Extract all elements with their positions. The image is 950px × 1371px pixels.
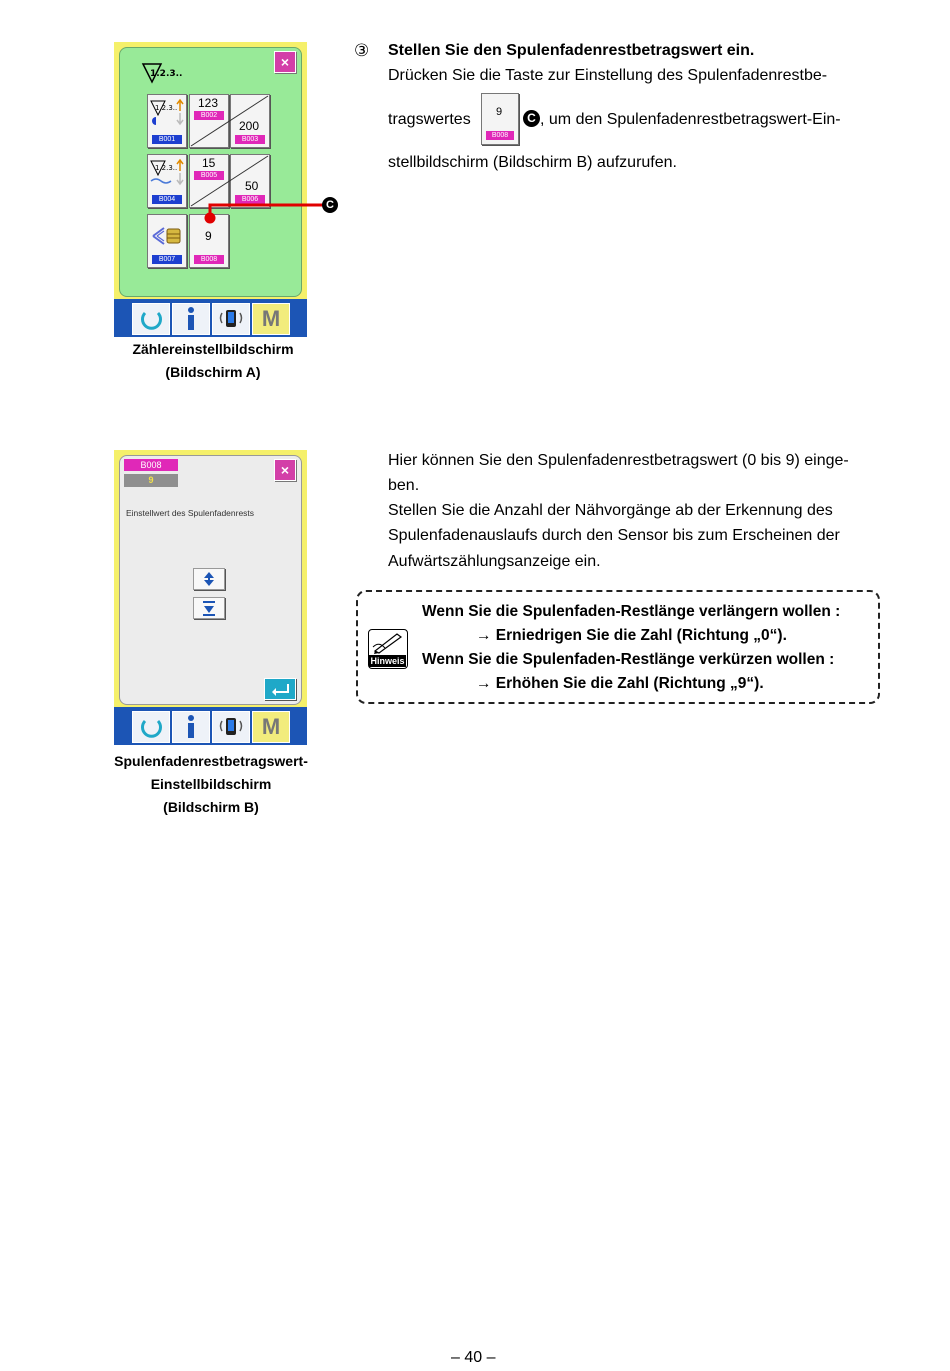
key-code: B006 [235,195,265,204]
callout-line-c [200,196,340,226]
information-button[interactable] [172,303,210,335]
reset-icon [133,712,169,742]
key-code: B004 [152,195,182,204]
setting-value-display: 9 [124,474,178,487]
key-value: 9 [496,106,503,118]
description-line-2: ben. [388,477,420,494]
caption-line: (Bildschirm B) [163,799,259,815]
caption-line: Einstellbildschirm [150,776,272,792]
bobbin-remain-setting-screen-b [114,450,307,745]
communication-button[interactable] [212,303,250,335]
information-button[interactable] [172,711,210,743]
key-value: 9 [205,229,212,243]
page-number: – 40 – [451,1349,496,1366]
communication-icon [213,712,249,742]
svg-text:1.2.3..: 1.2.3.. [155,164,178,172]
caption-screen-b [95,750,327,819]
field-label: Einstellwert des Spulenfadenrests [126,508,255,518]
svg-text:1.2.3..: 1.2.3.. [155,104,178,112]
key-code: B008 [194,255,224,264]
key-value: 123 [198,96,219,110]
step-line-2-end: , um den Spulenfadenrestbetragswert-Ein- [540,111,841,128]
key-bobbin-counter-b001[interactable] [147,94,187,148]
note-line-1: Wenn Sie die Spulenfaden-Restlänge verlängern wollen : [422,603,841,620]
mode-button[interactable]: M [252,303,290,335]
key-thread-counter-b004[interactable] [147,154,187,208]
description-line-5: Aufwärtszählungsanzeige ein. [388,553,601,570]
inline-key-b008 [481,93,519,145]
divider-line [189,94,270,148]
svg-text:1.2.3..: 1.2.3.. [150,69,183,79]
bottom-bar [114,707,307,745]
enter-button[interactable] [264,678,296,700]
bottom-bar [114,299,307,337]
counter-icon [142,62,183,84]
step-line-3: stellbildschirm (Bildschirm B) aufzurufen. [388,154,677,171]
description-line-3: Stellen Sie die Anzahl der Nähvorgänge ab der Erkennung des [388,502,833,519]
step-title: Stellen Sie den Spulenfadenrestbetragswert ein. [388,42,755,59]
reset-button[interactable] [132,711,170,743]
stitch-counter-icon [150,159,184,185]
key-code: B003 [235,135,265,144]
callout-c-marker: C [322,197,338,213]
info-icon [173,304,209,334]
enter-icon [265,679,295,699]
key-bobbin-remain-b007[interactable] [147,214,187,268]
key-code: B008 [486,131,514,140]
step-number: ③ [354,41,370,60]
reset-button[interactable] [132,303,170,335]
reset-icon [133,304,169,334]
bobbin-thread-icon [152,225,184,247]
info-icon [173,712,209,742]
key-code: B002 [194,111,224,120]
key-value: 50 [245,179,259,193]
caption-line: (Bildschirm A) [165,364,261,380]
hinweis-label: Hinweis [370,656,405,666]
step-line-2-start: tragswertes [388,111,471,128]
note-line-4: → Erhöhen Sie die Zahl (Richtung „9“). [476,675,764,692]
caption-line: Spulenfadenrestbetragswert- [114,753,308,769]
note-line-2: → Erniedrigen Sie die Zahl (Richtung „0“). [476,627,787,644]
setting-code-badge: B008 [124,459,178,471]
description-line-4: Spulenfadenauslaufs durch den Sensor bis zum Erscheinen der [388,527,840,544]
key-code: B001 [152,135,182,144]
pencil-icon [371,631,405,655]
key-code: B007 [152,255,182,264]
step-line-1: Drücken Sie die Taste zur Einstellung des Spulenfadenrestbe- [388,67,828,84]
note-line-3: Wenn Sie die Spulenfaden-Restlänge verkürzen wollen : [422,651,835,668]
key-value: 15 [202,156,216,170]
decrease-icon [194,598,224,618]
communication-icon [213,304,249,334]
close-button[interactable]: × [274,51,296,73]
counter-setting-screen-a [114,42,307,337]
increase-button[interactable] [193,568,225,590]
key-code: B005 [194,171,224,180]
caption-screen-a [100,338,326,384]
up-counter-icon [150,99,184,125]
caption-line: Zählereinstellbildschirm [132,341,294,357]
hinweis-icon [368,629,408,669]
decrease-button[interactable] [193,597,225,619]
callout-c-marker: C [523,110,540,127]
communication-button[interactable] [212,711,250,743]
close-button[interactable]: × [274,459,296,481]
mode-button[interactable]: M [252,711,290,743]
description-line-1: Hier können Sie den Spulenfadenrestbetragswert (0 bis 9) einge- [388,452,849,469]
increase-icon [194,569,224,589]
key-value: 200 [239,119,260,133]
